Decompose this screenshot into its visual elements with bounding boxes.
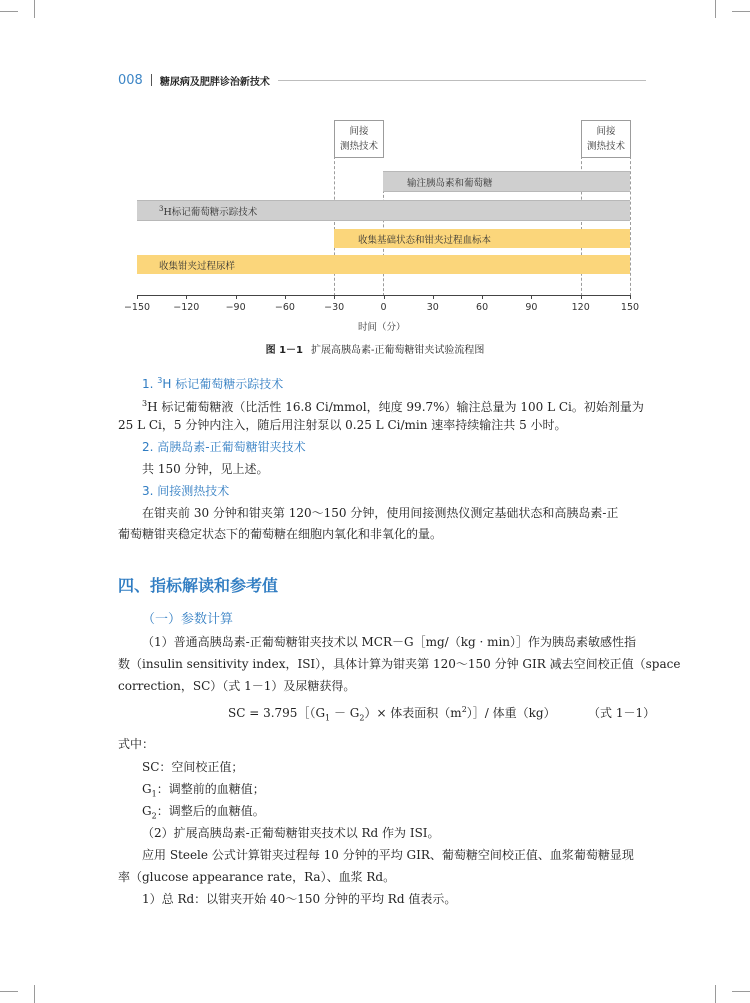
bar-blood-samples [334, 229, 630, 248]
subscript: 2 [359, 713, 365, 723]
subscript: 1 [151, 789, 157, 799]
superscript: 3 [157, 376, 163, 385]
equation-number: （式 1－1） [588, 706, 656, 720]
paragraph-line: 1）总 Rd：以钳夹开始 40～150 分钟的平均 Rd 值表示。 [142, 892, 457, 906]
subscript: 2 [151, 811, 157, 821]
subsection-heading: （一）参数计算 [142, 612, 234, 627]
box-text-line: 间接 [349, 126, 369, 137]
box-text-line: 间接 [596, 126, 616, 137]
bar-infusion [383, 171, 630, 192]
indirect-calorimetry-box-start [334, 120, 384, 158]
figure-caption [0, 341, 750, 356]
crop-mark [715, 0, 716, 18]
x-axis-label: 时间（分） [358, 322, 406, 333]
x-axis-tick [236, 295, 237, 299]
subheading-2: 2. 高胰岛素-正葡萄糖钳夹技术 [142, 440, 306, 454]
paragraph-line: 率（glucose appearance rate，Ra）、血浆 Rd。 [118, 870, 396, 884]
subscript: 1 [325, 713, 331, 723]
section-heading: 四、指标解读和参考值 [118, 576, 279, 595]
paragraph-line: correction，SC）（式 1－1）及尿糖获得。 [118, 679, 356, 693]
equation-part: SC = 3.795［（G [228, 706, 326, 720]
superscript: 3 [142, 399, 148, 408]
paragraph-line: 在钳夹前 30 分钟和钳夹第 120～150 分钟，使用间接测热仪测定基础状态和高胰岛素-正 [142, 506, 619, 520]
superscript: 2 [461, 705, 467, 714]
x-axis-tick [482, 295, 483, 299]
subheading-1-title: H 标记葡萄糖示踪技术 [162, 377, 284, 391]
crop-mark [0, 11, 18, 12]
bar-tracer [137, 200, 630, 221]
x-axis-tick-label: 150 [620, 302, 640, 313]
equation-part: ）× 体表面积（m [364, 706, 462, 720]
x-axis-tick [384, 295, 385, 299]
indirect-calorimetry-box-end [581, 120, 631, 158]
equation-part: － G [330, 706, 360, 720]
box-text-line: 测热技术 [586, 141, 625, 152]
paragraph-text: H 标记葡萄糖液（比活性 16.8 Ci/mmol，纯度 99.7%）输注总量为 100 L Ci。初始剂量为 [147, 400, 644, 414]
paragraph-line: 共 150 分钟，见上述。 [142, 462, 269, 476]
box-text-line: 测热技术 [339, 141, 378, 152]
definition-text: ：调整前的血糖值； [156, 782, 265, 796]
page-number: 008 [118, 72, 143, 88]
x-axis-tick [186, 295, 187, 299]
caption-label: 图 1－1 [265, 345, 303, 356]
paragraph-line: （2）扩展高胰岛素-正葡萄糖钳夹技术以 Rd 作为 ISI。 [142, 826, 440, 840]
bar-urine-samples [137, 255, 630, 274]
paragraph-line: 葡萄糖钳夹稳定状态下的葡萄糖在细胞内氧化和非氧化的量。 [118, 527, 443, 541]
running-header [118, 70, 646, 90]
x-axis-tick-label: 0 [380, 302, 387, 313]
paragraph-line: 数（insulin sensitivity index，ISI），具体计算为钳夹第 120～150 分钟 GIR 减去空间校正值（space [118, 657, 681, 671]
header-divider [151, 74, 152, 86]
caption-text: 扩展高胰岛素-正葡萄糖钳夹试验流程图 [311, 345, 485, 356]
x-axis-tick [581, 295, 582, 299]
equation-part: ）］/ 体重（kg） [466, 706, 556, 720]
subheading-3: 3. 间接测热技术 [142, 484, 230, 498]
crop-mark [34, 0, 35, 18]
bar-tracer-label [159, 204, 257, 218]
x-axis-tick-label: 30 [426, 302, 439, 313]
x-axis-tick [137, 295, 138, 299]
paragraph-line: 25 L Ci，5 分钟内注入，随后用注射泵以 0.25 L Ci/min 速率持续输注共 5 小时。 [118, 418, 567, 432]
crop-mark [715, 985, 716, 1003]
crop-mark [0, 991, 18, 992]
subheading-1 [142, 371, 650, 394]
definition-sc: SC：空间校正值； [142, 760, 244, 774]
x-axis-tick-label: −30 [324, 302, 345, 313]
paragraph-line: （1）普通高胰岛素-正葡萄糖钳夹技术以 MCR－G［mg/（kg · min）］作为胰岛素敏感性指 [142, 635, 637, 649]
equation-1-1 [228, 704, 556, 722]
marker-line-150 [630, 156, 631, 296]
x-axis-tick [630, 295, 631, 299]
subheading-1-number: 1. [142, 377, 154, 391]
paragraph-line: 应用 Steele 公式计算钳夹过程每 10 分钟的平均 GIR、葡萄糖空间校正值、血浆葡萄糖显现 [142, 848, 634, 862]
x-axis-tick-label: 120 [571, 302, 590, 313]
bar-urine-label: 收集钳夹过程尿样 [159, 260, 236, 272]
figure-1-1 [110, 110, 650, 340]
marker-line-minus30 [334, 156, 335, 296]
x-axis-tick [334, 295, 335, 299]
crop-mark [732, 11, 750, 12]
crop-mark [34, 985, 35, 1003]
x-axis-tick [433, 295, 434, 299]
definition-symbol: G [142, 782, 152, 796]
definition-symbol: G [142, 804, 152, 818]
superscript: 3 [159, 204, 164, 213]
definition-text: ：调整后的血糖值。 [156, 804, 265, 818]
paragraph-line [142, 394, 650, 417]
bar-blood-label: 收集基础状态和钳夹过程血标本 [358, 234, 492, 246]
x-axis-tick [285, 295, 286, 299]
header-rule [278, 80, 646, 81]
book-title: 糖尿病及肥胖诊治新技术 [159, 76, 270, 88]
crop-mark [732, 991, 750, 992]
paragraph-line: 式中： [118, 737, 155, 751]
x-axis-tick-label: 60 [476, 302, 489, 313]
x-axis-tick-label: −120 [173, 302, 200, 313]
x-axis-tick-label: −150 [123, 302, 151, 313]
x-axis-tick-label: −60 [274, 302, 295, 313]
bar-infusion-label: 输注胰岛素和葡萄糖 [407, 177, 493, 189]
x-axis-tick-label: −90 [225, 302, 246, 313]
bar-tracer-text: H标记葡萄糖示踪技术 [163, 206, 258, 218]
x-axis-tick [531, 295, 532, 299]
x-axis-tick-label: 90 [525, 302, 538, 313]
